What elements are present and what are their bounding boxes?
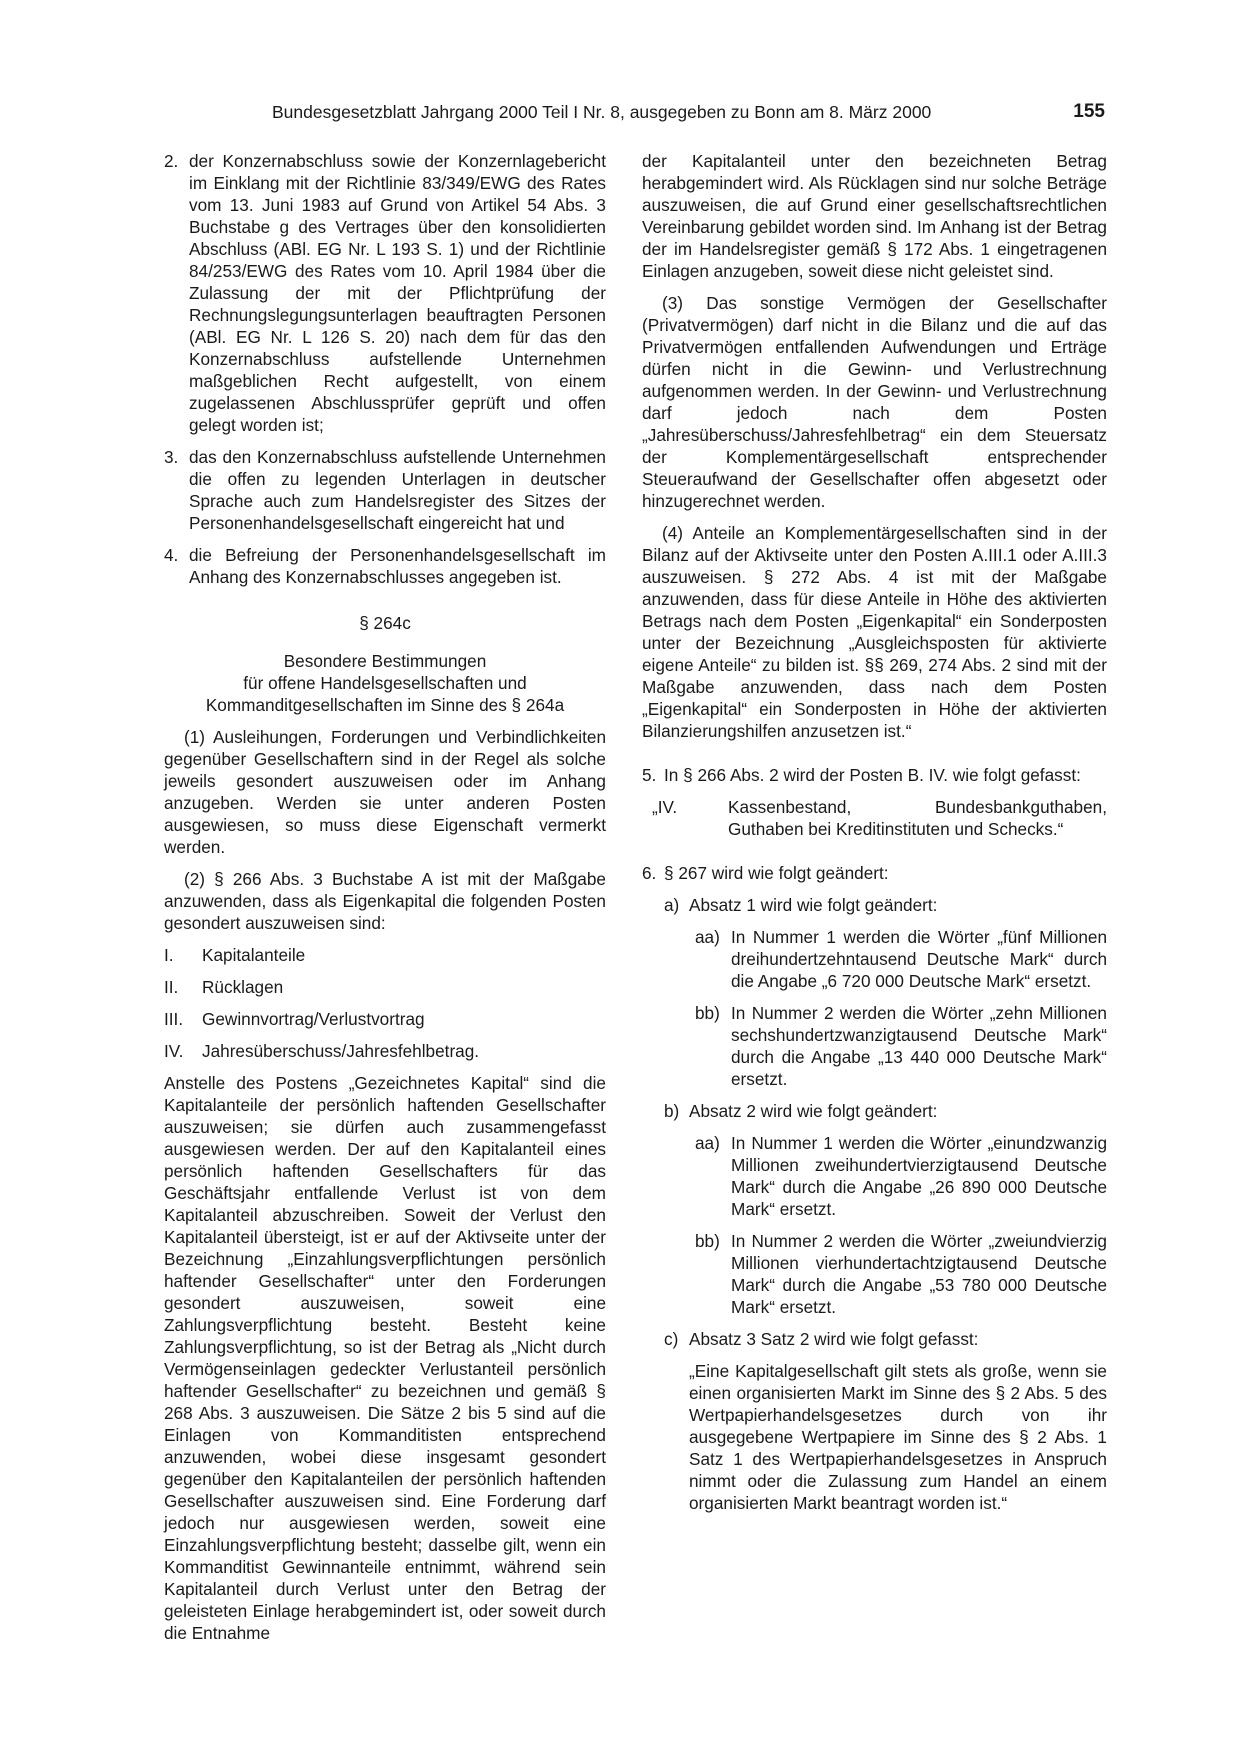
sub-sub-item-label: bb) <box>695 1003 720 1023</box>
sub-sub-item-a-bb <box>695 1002 1107 1090</box>
page-number: 155 <box>1073 101 1105 122</box>
list-item-number: 3. <box>164 447 179 467</box>
sub-sub-item-a-aa <box>695 926 1107 992</box>
equity-item-number: II. <box>164 977 179 997</box>
page-header <box>160 99 1105 125</box>
sub-sub-item-label: aa) <box>695 1133 720 1153</box>
sub-item-letter: c) <box>664 1329 679 1349</box>
sub-sub-item-text: In Nummer 1 werden die Wörter „einundzwanzig Millionen zweihundertvierzigtausend Deutsche Mark“ durch die Angabe „26 890 000 Deutsche Mark“ ersetzt. <box>731 1133 1107 1219</box>
paragraph-continuation: der Kapitalanteil unter den bezeichneten Betrag herabgemindert wird. Als Rücklagen sind nur solche Beträge auszuweisen, die auf Grund einer gesellschaftsrechtlichen Vereinbarung gebildet worden sind. Im Anhang ist der Betrag der im Handelsregister gemäß § 172 Abs. 1 eingetragenen Einlagen anzugeben, soweit diese nicht geleistet sind. <box>642 151 1107 281</box>
section-title-line: für offene Handelsgesellschaften und <box>243 673 527 693</box>
list-item-4 <box>164 544 606 588</box>
quote-item-number: „IV. <box>652 797 678 817</box>
paragraph-1: (1) Ausleihungen, Forderungen und Verbindlichkeiten gegenüber Gesellschaftern sind in der Regel als solche jeweils gesondert auszuweisen oder im Anhang anzugeben. Werden sie unter anderen Posten ausgewiesen, so muss diese Eigenschaft vermerkt werden. <box>164 727 606 857</box>
sub-item-letter: b) <box>664 1101 680 1121</box>
equity-item-1 <box>164 944 606 966</box>
section-title <box>164 650 606 716</box>
list-item-2 <box>164 150 606 436</box>
paragraph-anstelle: Anstelle des Postens „Gezeichnetes Kapital“ sind die Kapitalanteile der persönlich haftenden Gesellschafter auszuweisen; sie dürfen auch zusammengefasst ausgewiesen werden. Der auf den Kapitalanteil eines persönlich haftenden Gesellschafters für das Geschäftsjahr entfallende Verlust ist von dem Kapitalanteil abzuschreiben. Soweit der Verlust den Kapitalanteil übersteigt, ist er auf der Aktivseite unter der Bezeichnung „Einzahlungsverpflichtungen persönlich haftender Gesellschafter“ unter den Forderungen gesondert auszuweisen, soweit eine Zahlungsverpflichtung besteht. Besteht keine Zahlungsverpflichtung, so ist der Betrag als „Nicht durch Vermögenseinlagen gedeckter Verlustanteil persönlich haftender Gesellschafter“ zu bezeichnen und gemäß § 268 Abs. 3 auszuweisen. Die Sätze 2 bis 5 sind auf die Einlagen von Kommanditisten entsprechend anzuwenden, wobei diese insgesamt gesondert gegenüber den Kapitalanteilen der persönlich haftenden Gesellschafter auszuweisen sind. Eine Forderung darf jedoch nur ausgewiesen werden, soweit eine Einzahlungsverpflichtung besteht; dasselbe gilt, wenn ein Kommanditist Gewinnanteile entnimmt, während sein Kapitalanteil durch Verlust unter den Betrag der geleisteten Einlage herabgemindert ist, oder soweit durch die Entnahme <box>164 1073 606 1643</box>
equity-item-2 <box>164 976 606 998</box>
right-column <box>642 150 1107 1524</box>
equity-item-text: Jahresüberschuss/Jahresfehlbetrag. <box>202 1041 480 1061</box>
list-item-5 <box>642 764 1107 786</box>
sub-sub-item-label: bb) <box>695 1231 720 1251</box>
equity-item-3 <box>164 1008 606 1030</box>
sub-item-c <box>664 1328 1107 1350</box>
list-item-3 <box>164 446 606 534</box>
list-item-text: der Konzernabschluss sowie der Konzernlagebericht im Einklang mit der Richtlinie 83/349/EWG des Rates vom 13. Juni 1983 auf Grund von Artikel 54 Abs. 3 Buchstabe g des Vertrages über den konsolidierten Abschluss (ABl. EG Nr. L 193 S. 1) und der Richtlinie 84/253/EWG des Rates vom 10. April 1984 über die Zulassung der mit der Pflichtprüfung der Rechnungslegungsunterlagen beauftragten Personen (ABl. EG Nr. L 126 S. 20) nach dem für das den Konzernabschluss aufstellende Unternehmen maßgeblichen Recht aufgestellt, von einem zugelassenen Abschlussprüfer geprüft und offen gelegt worden ist; <box>189 151 606 435</box>
list-item-number: 5. <box>642 765 657 785</box>
sub-sub-item-label: aa) <box>695 927 720 947</box>
list-item-5-quote <box>652 796 1107 840</box>
equity-item-number: IV. <box>164 1041 184 1061</box>
paragraph-4: (4) Anteile an Komplementärgesellschaften sind in der Bilanz auf der Aktivseite unter den Posten A.III.1 oder A.III.3 auszuweisen. § 272 Abs. 4 ist mit der Maßgabe anzuwenden, dass für diese Anteile in Höhe des aktivierten Betrags nach dem Posten „Eigenkapital“ ein Sonderposten unter der Bezeichnung „Ausgleichsposten für aktivierte eigene Anteile“ zu bilden ist. §§ 269, 274 Abs. 2 sind mit der Maßgabe anzuwenden, dass nach dem Posten „Eigenkapital“ ein Sonderposten in Höhe der aktivierten Bilanzierungshilfen anzusetzen ist.“ <box>642 523 1107 741</box>
sub-item-text: Absatz 1 wird wie folgt geändert: <box>689 895 938 915</box>
list-item-text: In § 266 Abs. 2 wird der Posten B. IV. wie folgt gefasst: <box>664 765 1081 785</box>
paragraph-2: (2) § 266 Abs. 3 Buchstabe A ist mit der Maßgabe anzuwenden, dass als Eigenkapital die folgenden Posten gesondert auszuweisen sind: <box>164 869 606 933</box>
list-item-number: 2. <box>164 151 179 171</box>
running-title: Bundesgesetzblatt Jahrgang 2000 Teil I Nr. 8, ausgegeben zu Bonn am 8. März 2000 <box>272 102 932 122</box>
quote-item-text: Kassenbestand, Bundesbankguthaben, Guthaben bei Kreditinstituten und Schecks.“ <box>728 797 1107 839</box>
sub-sub-item-text: In Nummer 2 werden die Wörter „zweiundvierzig Millionen vierhundertachtzigtausend Deutsche Mark“ durch die Angabe „53 780 000 Deutsche Mark“ ersetzt. <box>731 1231 1107 1317</box>
list-item-text: § 267 wird wie folgt geändert: <box>664 863 889 883</box>
section-title-line: Kommanditgesellschaften im Sinne des § 264a <box>205 695 565 715</box>
section-title-line: Besondere Bestimmungen <box>283 651 487 671</box>
equity-item-text: Kapitalanteile <box>202 945 306 965</box>
equity-item-4 <box>164 1040 606 1062</box>
equity-item-number: I. <box>164 945 174 965</box>
sub-item-letter: a) <box>664 895 680 915</box>
sub-item-text: Absatz 3 Satz 2 wird wie folgt gefasst: <box>689 1329 979 1349</box>
list-item-text: die Befreiung der Personenhandelsgesellschaft im Anhang des Konzernabschlusses angegeben ist. <box>189 545 606 587</box>
quoted-sentence: „Eine Kapitalgesellschaft gilt stets als große, wenn sie einen organisierten Markt im Sinne des § 2 Abs. 5 des Wertpapierhandelsgesetzes durch von ihr ausgegebene Wertpapiere im Sinne des § 2 Abs. 1 Satz 1 des Wertpapierhandelsgesetzes in Anspruch nimmt oder die Zulassung zum Handel an einem organisierten Markt beantragt worden ist.“ <box>689 1361 1107 1513</box>
sub-item-b <box>664 1100 1107 1122</box>
section-number: § 264c <box>359 613 411 633</box>
sub-item-a <box>664 894 1107 916</box>
equity-item-number: III. <box>164 1009 184 1029</box>
left-column <box>164 150 606 1654</box>
sub-sub-item-b-aa <box>695 1132 1107 1220</box>
list-item-text: das den Konzernabschluss aufstellende Unternehmen die offen zu legenden Unterlagen in deutscher Sprache auch zum Handelsregister des Sitzes der Personenhandelsgesellschaft eingereicht hat und <box>189 447 606 533</box>
list-item-number: 6. <box>642 863 657 883</box>
paragraph-3: (3) Das sonstige Vermögen der Gesellschafter (Privatvermögen) darf nicht in die Bilanz und die auf das Privatvermögen entfallenden Aufwendungen und Erträge dürfen nicht in die Gewinn- und Verlustrechnung aufgenommen werden. In der Gewinn- und Verlustrechnung darf jedoch nach dem Posten „Jahresüberschuss/Jahresfehlbetrag“ ein dem Steuersatz der Komplementärgesellschaft entsprechender Steueraufwand der Gesellschafter offen abgesetzt oder hinzugerechnet werden. <box>642 293 1107 511</box>
sub-sub-item-b-bb <box>695 1230 1107 1318</box>
sub-item-text: Absatz 2 wird wie folgt geändert: <box>689 1101 938 1121</box>
list-item-6 <box>642 862 1107 884</box>
sub-sub-item-text: In Nummer 2 werden die Wörter „zehn Millionen sechshundertzwanzigtausend Deutsche Mark“ durch die Angabe „13 440 000 Deutsche Mark“ ersetzt. <box>731 1003 1107 1089</box>
equity-item-text: Gewinnvortrag/Verlustvortrag <box>202 1009 425 1029</box>
sub-sub-item-text: In Nummer 1 werden die Wörter „fünf Millionen dreihundertzehntausend Deutsche Mark“ durch die Angabe „6 720 000 Deutsche Mark“ ersetzt. <box>731 927 1107 991</box>
equity-item-text: Rücklagen <box>202 977 284 997</box>
list-item-number: 4. <box>164 545 179 565</box>
